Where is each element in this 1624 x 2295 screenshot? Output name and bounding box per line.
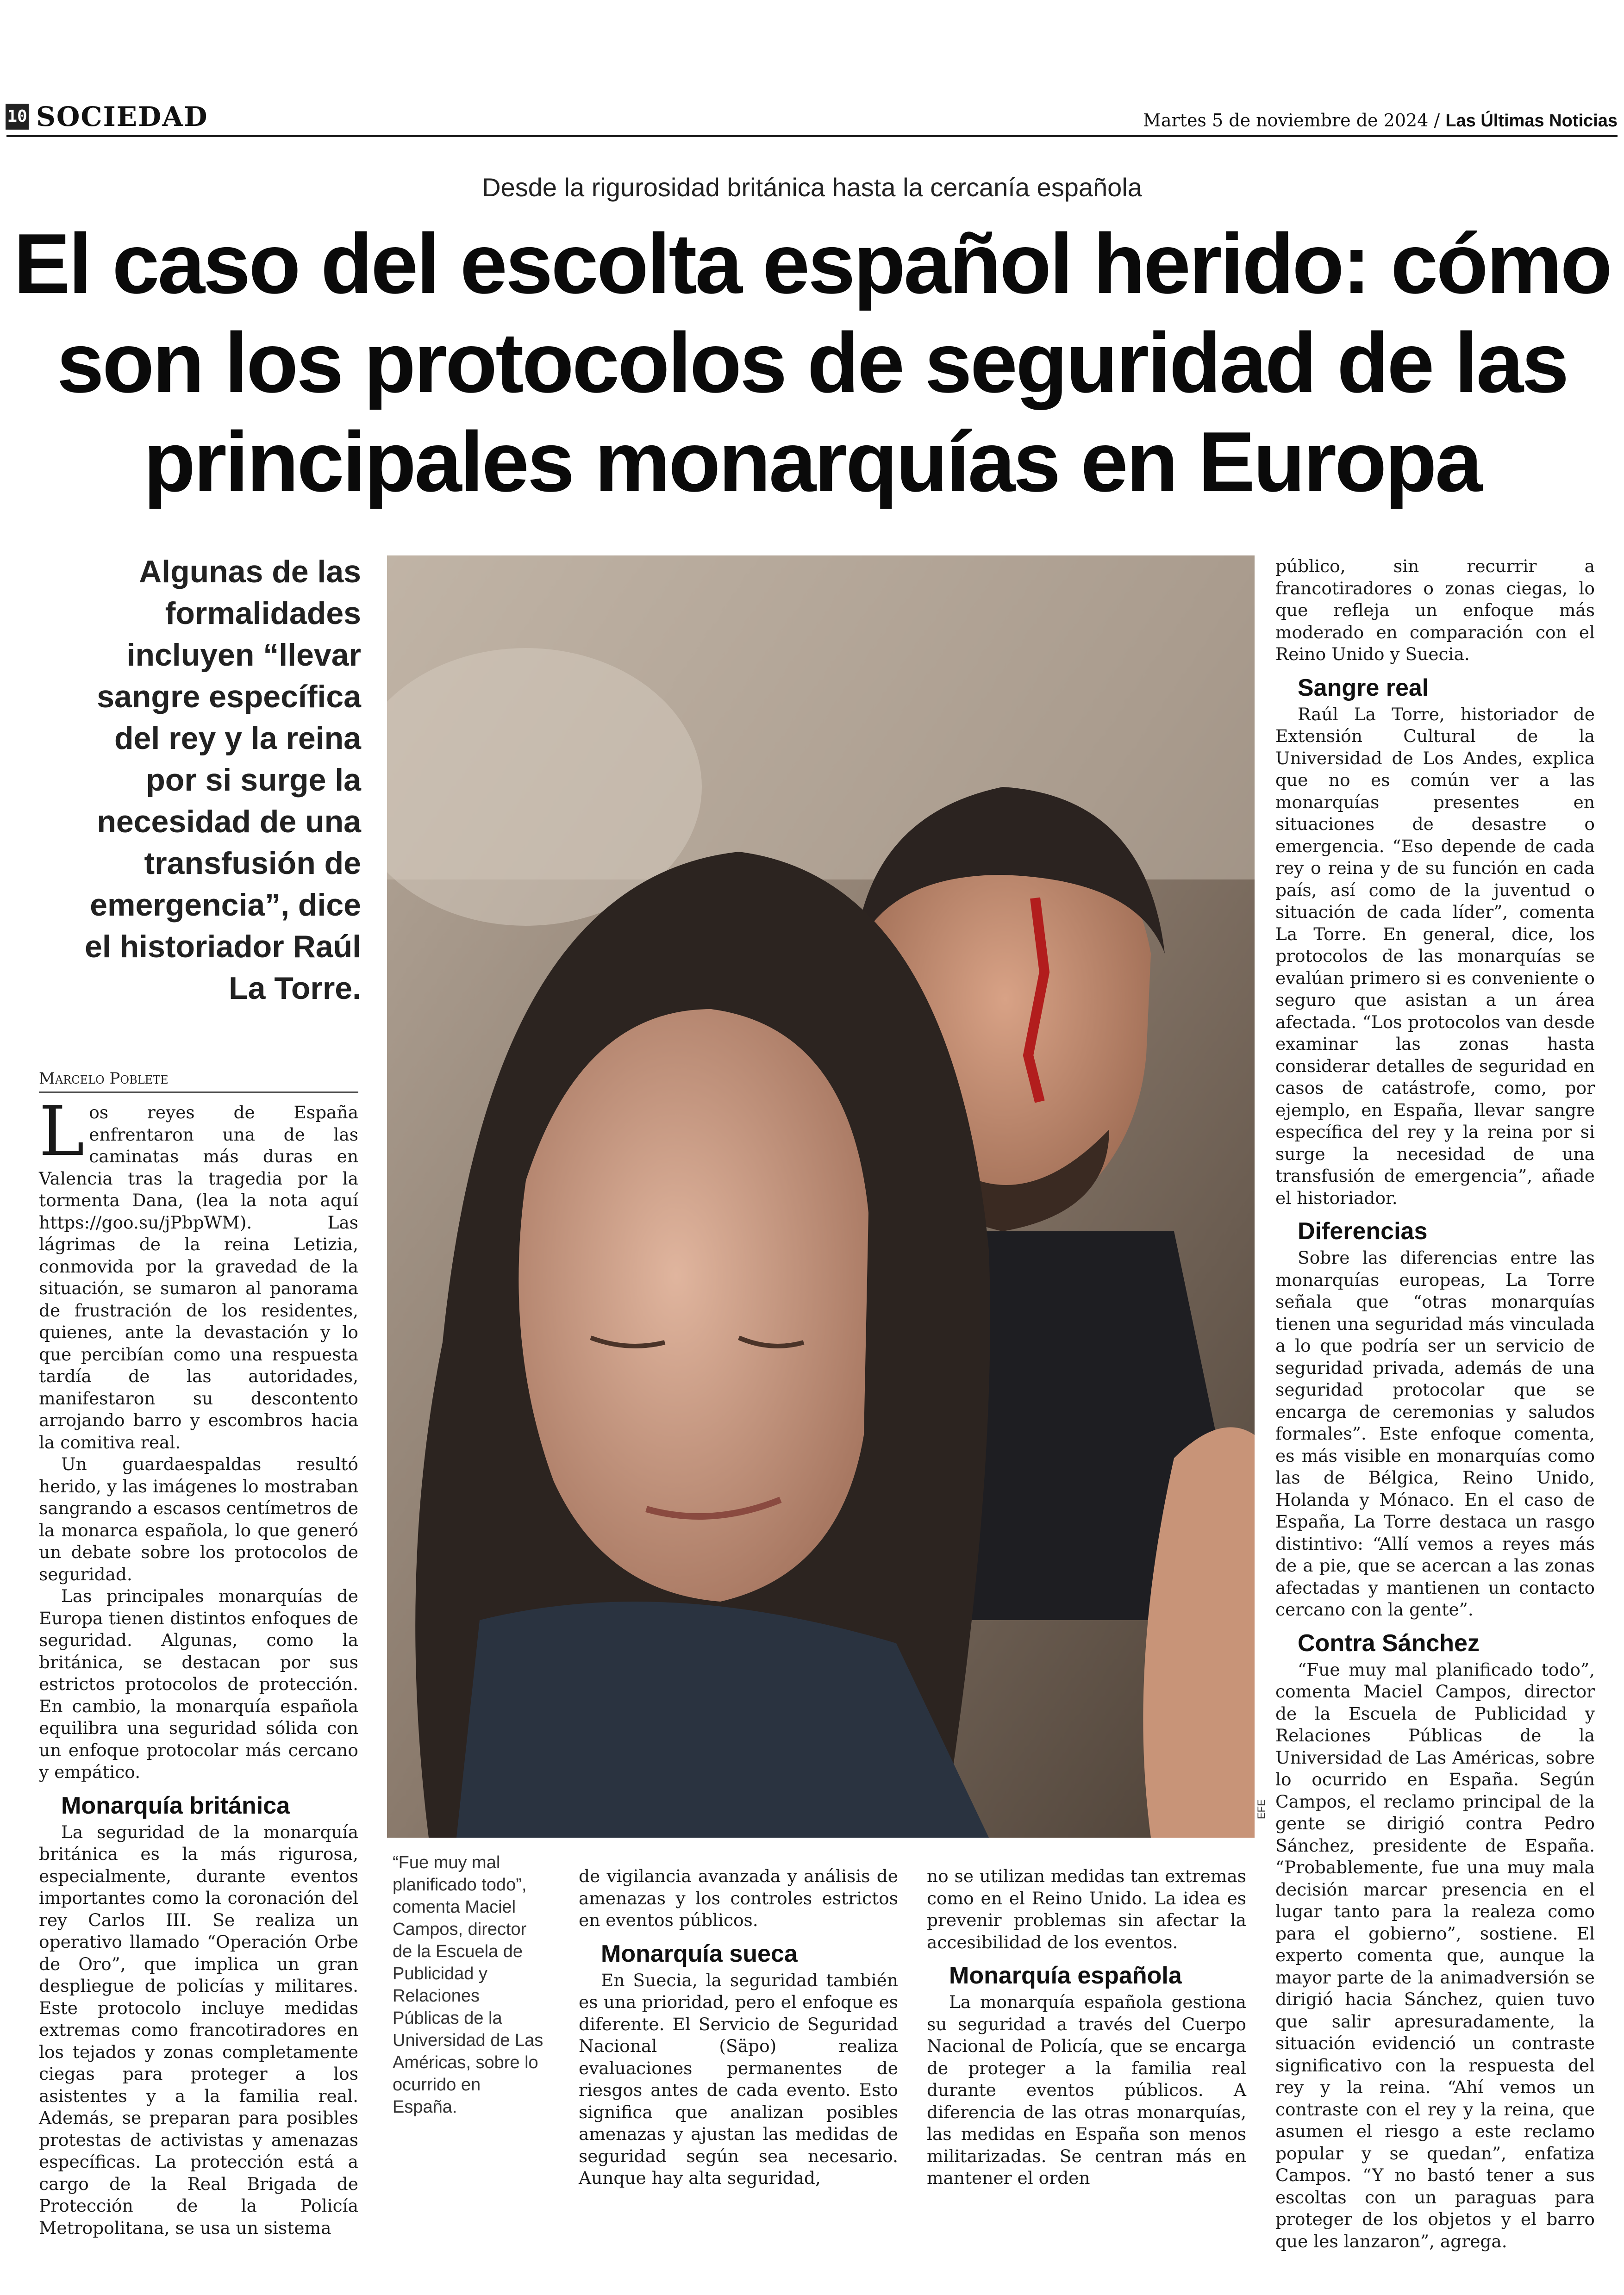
drop-cap: L (39, 1091, 85, 1171)
article-paragraph (39, 1091, 358, 1453)
subheading: Diferencias (1298, 1218, 1428, 1245)
article-paragraph: no se utilizan medidas tan extremas como en el Reino Unido. La idea es prevenir problemas sin afectar la accesibilidad de los eventos. (927, 1866, 1246, 1952)
article-kicker: Desde la rigurosidad británica hasta la cercanía española (482, 173, 1142, 202)
photo-illustration (387, 555, 1255, 1838)
headline-line: principales monarquías en Europa (143, 414, 1481, 509)
article-column-4 (1275, 555, 1595, 2252)
pull-quote: Algunas de las formalidades incluyen “llevar sangre específica del rey y la reina por si surge la necesidad de una transfusión de emergencia”, dice el historiador Raúl La Torre. (85, 554, 361, 1006)
article-paragraph: Raúl La Torre, historiador de Extensión Cultural de la Universidad de Los Andes, explica que no es común ver a las monarquías presentes en situaciones de desastre o emergencia. “Eso depende de cada rey o reina y de su función en cada país, así como de la juventud o situación de cada líder”, comenta La Torre. En general, dice, los protocolos de las monarquías se evalúan primero si es conveniente o seguro que asistan a un área afectada. “Los protocolos van desde examinar las zonas hasta considerar detalles de seguridad en casos de catástrofe, como, por ejemplo, en España, llevar sangre específica del rey y la reina por si surge la necesidad de una transfusión de emergencia”, añade el historiador. (1275, 704, 1595, 1208)
article-paragraph: Las principales monarquías de Europa tienen distintos enfoques de seguridad. Algunas, como la británica, se destacan por sus estrictos protocolos de protección. En cambio, la monarquía española equilibra una seguridad sólida con un enfoque protocolar más cercano y empático. (39, 1586, 358, 1782)
article-paragraph: La monarquía española gestiona su seguridad a través del Cuerpo Nacional de Policía, que se encarga de proteger a la familia real durante eventos públicos. A diferencia de las otras monarquías, las medidas en España son menos militarizadas. Se centran más en mantener el orden (927, 1992, 1246, 2188)
subheading: Sangre real (1298, 674, 1429, 701)
headline-line: El caso del escolta español herido: cómo (13, 216, 1611, 311)
article-paragraph: En Suecia, la seguridad también es una prioridad, pero el enfoque es diferente. El Servicio de Seguridad Nacional (Säpo) realiza evaluaciones permanentes de riesgos antes de cada evento. Esto significa que analizan posibles amenazas y ajustan las medidas de seguridad según sea necesario. Aunque hay alta seguridad, (579, 1970, 898, 2188)
issue-date: Martes 5 de noviembre de 2024 (1143, 110, 1429, 131)
headline-line: son los protocolos de seguridad de las (56, 315, 1568, 410)
dateline-separator: / (1434, 110, 1440, 131)
subheading: Monarquía británica (61, 1792, 290, 1819)
article-paragraph: Un guardaespaldas resultó herido, y las imágenes lo mostraban sangrando a escasos centímetros de la monarca española, lo que generó un debate sobre los protocolos de seguridad. (39, 1454, 358, 1584)
section-title: SOCIEDAD (36, 101, 208, 132)
article-paragraph: La seguridad de la monarquía británica es la más rigurosa, especialmente, durante eventos importantes como la coronación del rey Carlos III. Se realiza un operativo llamado “Operación Orbe de Oro”, que implica un gran despliegue de policías y militares. Este protocolo incluye medidas extremas como francotiradores en los tejados y zonas completamente ciegas para proteger a los asistentes y a la familia real. Además, se preparan para posibles protestas de activistas y amenazas específicas. La protección está a cargo de la Real Brigada de Protección de la Policía Metropolitana, se usa un sistema (39, 1821, 358, 2238)
header-rule (6, 135, 1618, 137)
page-number: 10 (6, 104, 29, 130)
photo-credit: EFE (1255, 1799, 1267, 1819)
dateline (1143, 110, 1618, 131)
subheading: Monarquía sueca (601, 1940, 798, 1967)
article-paragraph: de vigilancia avanzada y análisis de amenazas y los controles estrictos en eventos públicos. (579, 1866, 898, 1930)
article-photo (387, 555, 1255, 1838)
subheading: Contra Sánchez (1298, 1629, 1480, 1657)
article-paragraph: Sobre las diferencias entre las monarquías europeas, La Torre señala que “otras monarquías tienen una seguridad más vinculada a lo que podría ser un servicio de seguridad privada, además de una seguridad protocolar que se encarga de ceremonias y saludos formales”. Este enfoque comenta, es más visible en monarquías como las de Bélgica, Reino Unido, Holanda y Mónaco. En el caso de España, La Torre destaca un rasgo distintivo: “Allí vemos a reyes más de a pie, que se acercan a las zonas afectadas y mantienen un contacto cercano con la gente”. (1275, 1247, 1595, 1620)
paragraph-text: os reyes de España enfrentaron una de las caminatas más duras en Valencia tras la tragedia por la tormenta Dana, (lea la nota aquí https://goo.su/jPbpWM). Las lágrimas de la reina Letizia, conmovida por la gravedad de la situación, se sumaron al panorama de frustración de los residentes, quienes, ante la devastación y lo que percibían como una respuesta tardía de las autoridades, manifestaron su descontento arrojando barro y escombros hacia la comitiva real. (39, 1102, 358, 1453)
article-column-1 (39, 1091, 358, 2239)
subheading: Monarquía española (949, 1962, 1182, 1989)
article-headline (5, 214, 1619, 511)
photo-caption: “Fue muy mal planificado todo”, comenta Maciel Campos, director de la Escuela de Publicidad y Relaciones Públicas de la Universidad de Las Américas, sobre lo ocurrido en España. (393, 1853, 543, 2117)
byline: Marcelo Poblete (39, 1069, 358, 1093)
article-paragraph: público, sin recurrir a francotiradores o zonas ciegas, lo que refleja un enfoque más moderado en comparación con el Reino Unido y Suecia. (1275, 556, 1595, 664)
article-column-3 (927, 1865, 1246, 2189)
article-paragraph: “Fue muy mal planificado todo”, comenta Maciel Campos, director de la Escuela de Publicidad y Relaciones Públicas de la Universidad de Las Américas, sobre lo ocurrido en España. Según Campos, el reclamo principal de la gente se dirigió contra Pedro Sánchez, presidente de España. “Probablemente, fue una muy mala decisión marcar presencia en el lugar tanto para la realeza como para el gobierno”, sostiene. El experto comenta que, aunque la mayor parte de la animadversión se dirigió hacia Sánchez, quien tuvo que salir apresuradamente, la situación evidenció un contraste significativo con la respuesta del rey y la reina. “Ahí vemos un contraste con el rey y la reina, que asumen el riesgo a este reclamo popular y se quedan”, enfatiza Campos. “Y no bastó tener a sus escoltas con un paraguas para proteger de los objetos y el barro que les lanzaron”, agrega. (1275, 1659, 1595, 2251)
article-column-2 (579, 1865, 898, 2189)
newspaper-name: Las Últimas Noticias (1445, 111, 1618, 131)
